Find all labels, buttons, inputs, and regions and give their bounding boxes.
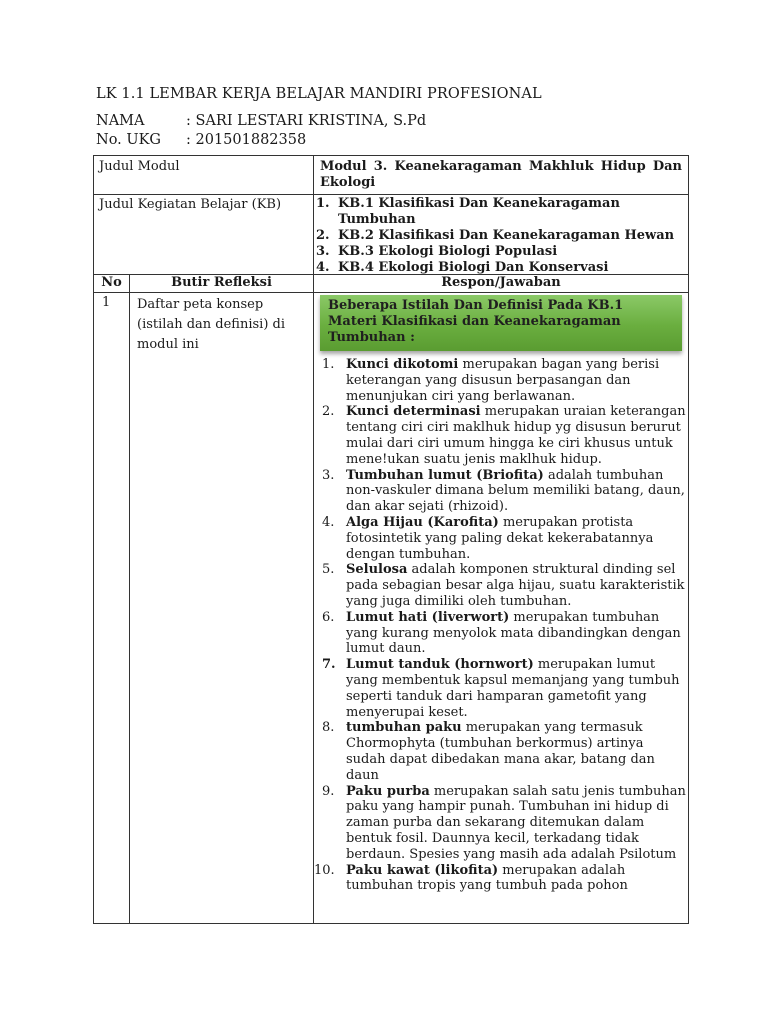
name-row xyxy=(96,113,426,129)
term-item: 4. Alga Hijau (Karofita) merupakan protista fotosintetik yang paling dekat kekerabatannya dengan tumbuhan. xyxy=(322,514,654,562)
kb-item: 3. KB.3 Ekologi Biologi Populasi xyxy=(316,244,558,259)
term-item: 9. Paku purba merupakan salah satu jenis tumbuhan paku yang hampir punah. Tumbuhan ini hidup di zaman purba dan sekarang ditemukan dalam bentuk fosil. Daunnya kecil, terkadang tidak berdaun. Spesies yang masih ada adalah Psilotum xyxy=(322,783,686,862)
document-title: LK 1.1 LEMBAR KERJA BELAJAR MANDIRI PROFESIONAL xyxy=(96,86,542,102)
term-item: 8. tumbuhan paku merupakan yang termasuk Chormophyta (tumbuhan berkormus) artinya sudah dapat dibedakan mana akar, batang dan daun xyxy=(322,720,655,783)
header-butir: Butir Refleksi xyxy=(171,275,272,290)
kb-item: 2. KB.2 Klasifikasi Dan Keanekaragaman Hewan xyxy=(316,228,675,243)
row-divider xyxy=(94,194,688,195)
header-no: No xyxy=(101,275,122,290)
term-item: 5. Selulosa adalah komponen struktural dinding sel pada sebagian besar alga hijau, suatu karakteristik yang juga dimiliki oleh tumbuhan. xyxy=(322,562,685,609)
name-label: NAMA xyxy=(96,113,145,129)
ukg-row xyxy=(96,132,306,148)
row-divider xyxy=(94,292,688,293)
terms-list xyxy=(316,357,686,894)
modul-value: Modul 3. Keanekaragaman Makhluk Hidup Dan Ekologi xyxy=(320,159,682,190)
term-item: 1. Kunci dikotomi merupakan bagan yang berisi keterangan yang disusun berpasangan dan menunjukan ciri yang berlawanan. xyxy=(322,357,660,404)
column-divider xyxy=(313,156,314,923)
modul-label: Judul Modul xyxy=(99,159,180,174)
worksheet-table xyxy=(93,155,689,924)
kb-label: Judul Kegiatan Belajar (KB) xyxy=(99,197,282,212)
kb-list xyxy=(316,196,682,276)
butir-refleksi-text: Daftar peta konsep (istilah dan definisi) di modul ini xyxy=(137,297,286,352)
header-respon: Respon/Jawaban xyxy=(441,275,561,290)
green-heading-box: Beberapa Istilah Dan Definisi Pada KB.1 Materi Klasifikasi dan Keanekaragaman Tumbuhan : xyxy=(320,295,682,351)
row-number: 1 xyxy=(102,295,111,310)
ukg-value: : 201501882358 xyxy=(186,132,307,148)
term-item: 6. Lumut hati (liverwort) merupakan tumbuhan yang kurang menyolok mata dibandingkan dengan lumut daun. xyxy=(322,609,681,657)
column-divider xyxy=(129,274,130,923)
term-item: 3. Tumbuhan lumut (Briofita) adalah tumbuhan non-vaskuler dimana belum memiliki batang, daun, dan akar sejati (rhizoid). xyxy=(322,467,685,515)
name-value: : SARI LESTARI KRISTINA, S.Pd xyxy=(186,113,427,129)
term-item: 7. Lumut tanduk (hornwort) merupakan lumut yang membentuk kapsul memanjang yang tumbuh seperti tanduk dari hamparan gametofit yang menyerupai keset. xyxy=(322,657,680,720)
ukg-label: No. UKG xyxy=(96,132,162,148)
kb-item: 4. KB.4 Ekologi Biologi Dan Konservasi xyxy=(316,260,609,275)
kb-item: 1. KB.1 Klasifikasi Dan Keanekaragaman Tumbuhan xyxy=(316,196,620,227)
term-item: 10. Paku kawat (likofita) merupakan adalah tumbuhan tropis yang tumbuh pada pohon xyxy=(314,862,628,894)
term-item: 2. Kunci determinasi merupakan uraian keterangan tentang ciri ciri maklhuk hidup yg disusun berurut mulai dari ciri umum hingga ke ciri khusus untuk mene!ukan suatu jenis maklhuk hidup. xyxy=(322,404,686,467)
